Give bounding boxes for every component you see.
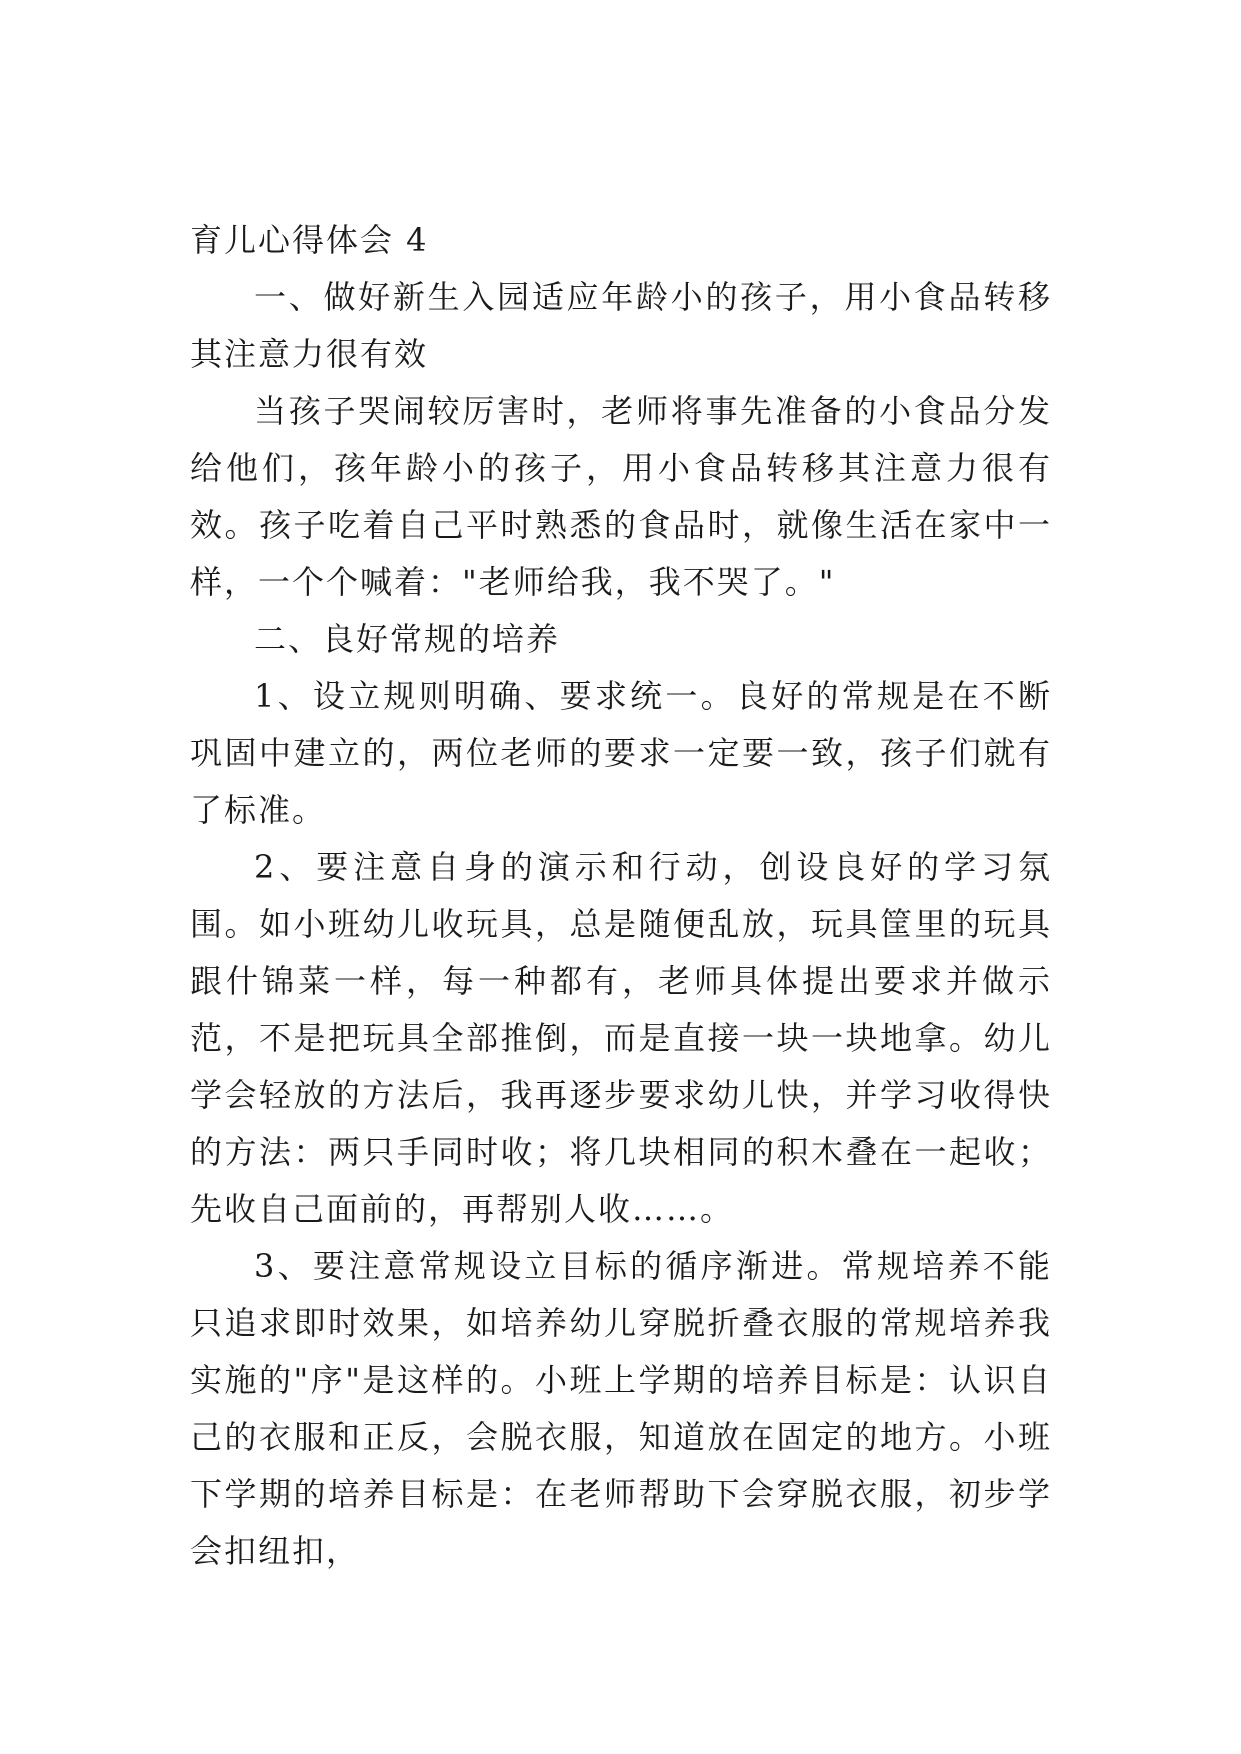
paragraph: 1、设立规则明确、要求统一。良好的常规是在不断巩固中建立的，两位老师的要求一定要一致，孩子们就有了标准。 — [190, 677, 1052, 829]
document-body — [190, 212, 1052, 1580]
paragraph: 2、要注意自身的演示和行动，创设良好的学习氛围。如小班幼儿收玩具，总是随便乱放，玩具筐里的玩具跟什锦菜一样，每一种都有，老师具体提出要求并做示范，不是把玩具全部推倒，而是直接一块一块地拿。幼儿学会轻放的方法后，我再逐步要求幼儿快，并学习收得快的方法：两只手同时收；将几块相同的积木叠在一起收；先收自己面前的，再帮别人收……。 — [190, 848, 1052, 1228]
section-heading-1: 一、做好新生入园适应年龄小的孩子，用小食品转移其注意力很有效 — [190, 278, 1052, 373]
section-heading-2: 二、良好常规的培养 — [254, 620, 561, 658]
document-title: 育儿心得体会 4 — [190, 221, 429, 259]
paragraph: 3、要注意常规设立目标的循序渐进。常规培养不能只追求即时效果，如培养幼儿穿脱折叠衣服的常规培养我实施的"序"是这样的。小班上学期的培养目标是：认识自己的衣服和正反，会脱衣服，知道放在固定的地方。小班下学期的培养目标是：在老师帮助下会穿脱衣服，初步学会扣纽扣， — [190, 1247, 1052, 1570]
paragraph: 当孩子哭闹较厉害时，老师将事先准备的小食品分发给他们，孩年龄小的孩子，用小食品转移其注意力很有效。孩子吃着自己平时熟悉的食品时，就像生活在家中一样，一个个喊着："老师给我，我不哭了。" — [190, 392, 1052, 601]
